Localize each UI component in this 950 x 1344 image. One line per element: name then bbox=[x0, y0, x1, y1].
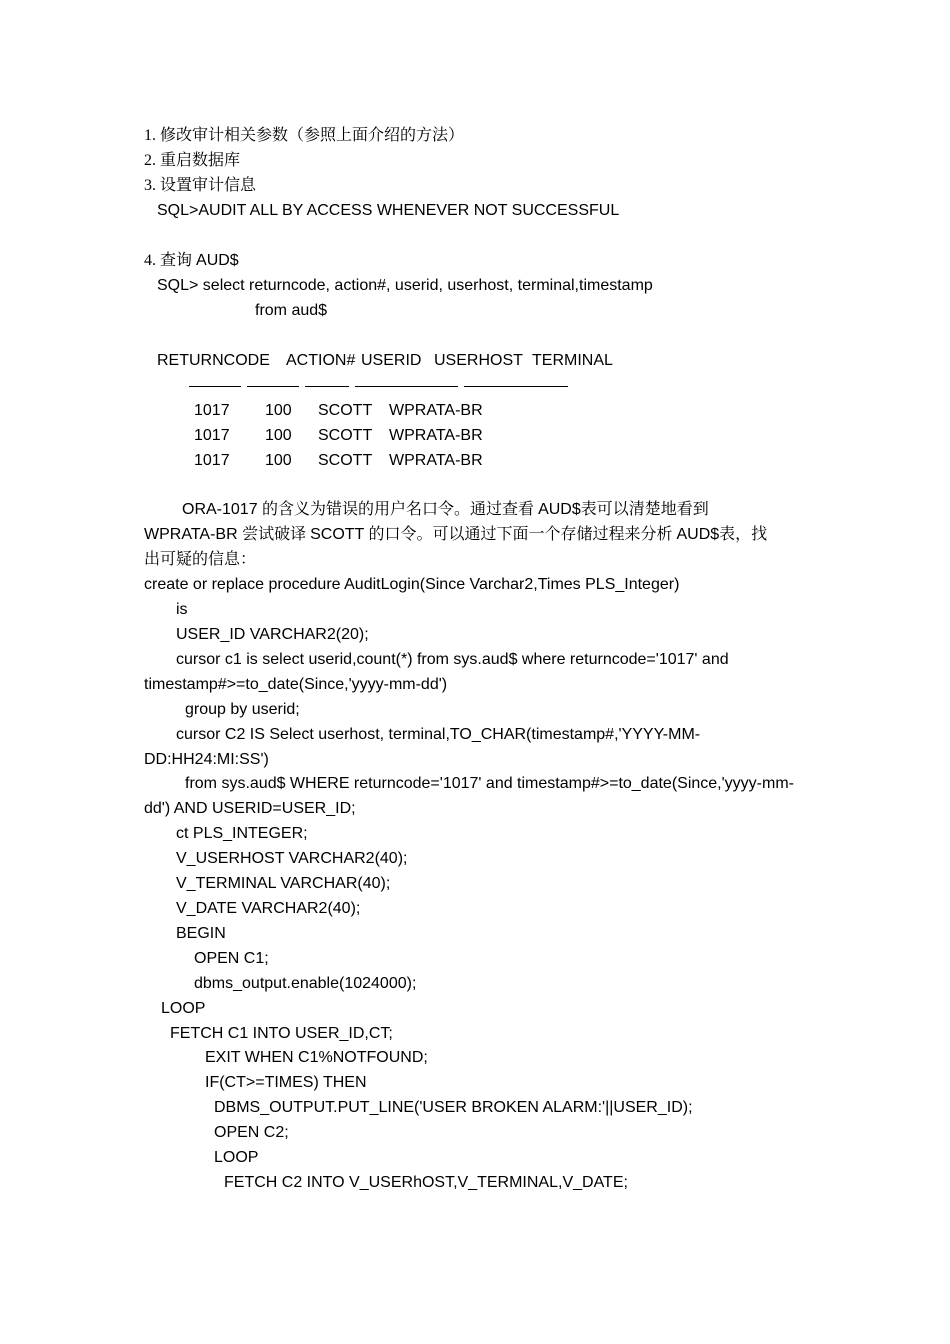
table-name: AUD$ bbox=[538, 501, 581, 518]
explanation-text: 的含义为错误的用户名口令。通过查看 bbox=[262, 501, 539, 518]
code-line: BEGIN bbox=[176, 925, 226, 942]
separator-segment bbox=[464, 386, 568, 387]
header-terminal: TERMINAL bbox=[532, 352, 613, 369]
code-line: create or replace procedure AuditLogin(Since Varchar2,Times PLS_Integer) bbox=[144, 576, 680, 593]
code-line: V_USERHOST VARCHAR2(40); bbox=[176, 850, 408, 867]
explanation-line-2 bbox=[144, 525, 767, 545]
separator-segment bbox=[305, 386, 349, 387]
code-line: DBMS_OUTPUT.PUT_LINE('USER BROKEN ALARM:'||USER_ID); bbox=[214, 1099, 693, 1116]
code-line: ct PLS_INTEGER; bbox=[176, 825, 308, 842]
cell-returncode: 1017 bbox=[194, 452, 230, 469]
code-line: FETCH C2 INTO V_USERhOST,V_TERMINAL,V_DATE; bbox=[224, 1174, 628, 1191]
separator-segment bbox=[355, 386, 458, 387]
step-4-sql-line-1: SQL> select returncode, action#, userid, userhost, terminal,timestamp bbox=[157, 277, 653, 294]
explanation-line-3: 出可疑的信息： bbox=[144, 551, 257, 568]
step-4 bbox=[144, 251, 239, 271]
separator-segment bbox=[189, 386, 241, 387]
code-line: IF(CT>=TIMES) THEN bbox=[205, 1074, 367, 1091]
cell-userhost: WPRATA-BR bbox=[389, 402, 483, 419]
cell-action: 100 bbox=[265, 427, 292, 444]
step-4-prefix: 4. 查询 bbox=[144, 252, 197, 269]
explanation-text: 表，找 bbox=[719, 526, 768, 543]
code-line: V_TERMINAL VARCHAR(40); bbox=[176, 875, 391, 892]
code-line: dbms_output.enable(1024000); bbox=[194, 975, 417, 992]
code-line: USER_ID VARCHAR2(20); bbox=[176, 626, 369, 643]
cell-userid: SCOTT bbox=[318, 427, 373, 444]
code-line: EXIT WHEN C1%NOTFOUND; bbox=[205, 1049, 428, 1066]
step-4-target: AUD$ bbox=[196, 252, 239, 269]
code-line: OPEN C2; bbox=[214, 1124, 289, 1141]
cell-action: 100 bbox=[265, 402, 292, 419]
code-line: dd') AND USERID=USER_ID; bbox=[144, 800, 356, 817]
explanation-text: 表可以清楚地看到 bbox=[580, 501, 709, 518]
cell-action: 100 bbox=[265, 452, 292, 469]
code-line: OPEN C1; bbox=[194, 950, 269, 967]
step-3-sql: SQL>AUDIT ALL BY ACCESS WHENEVER NOT SUCCESSFUL bbox=[157, 202, 620, 219]
step-4-sql-line-2: from aud$ bbox=[255, 302, 328, 319]
cell-returncode: 1017 bbox=[194, 427, 230, 444]
header-userid: USERID bbox=[361, 352, 422, 369]
separator-segment bbox=[247, 386, 299, 387]
header-userhost: USERHOST bbox=[434, 352, 523, 369]
header-action: ACTION# bbox=[286, 352, 356, 369]
cell-returncode: 1017 bbox=[194, 402, 230, 419]
code-line: LOOP bbox=[161, 1000, 206, 1017]
cell-userhost: WPRATA-BR bbox=[389, 452, 483, 469]
step-3: 3. 设置审计信息 bbox=[144, 177, 257, 194]
cell-userhost: WPRATA-BR bbox=[389, 427, 483, 444]
code-line: group by userid; bbox=[185, 701, 300, 718]
table-name: AUD$ bbox=[676, 526, 720, 543]
explanation-text: 尝试破译 bbox=[242, 526, 311, 543]
step-1: 1. 修改审计相关参数（参照上面介绍的方法） bbox=[144, 127, 465, 144]
code-line: timestamp#>=to_date(Since,'yyyy-mm-dd') bbox=[144, 676, 448, 693]
cell-userid: SCOTT bbox=[318, 452, 373, 469]
code-line: from sys.aud$ WHERE returncode='1017' and timestamp#>=to_date(Since,'yyyy-mm- bbox=[185, 775, 794, 792]
header-returncode: RETURNCODE bbox=[157, 352, 270, 369]
explanation-text: 的口令。可以通过下面一个存储过程来分析 bbox=[368, 526, 677, 543]
user-name: SCOTT bbox=[310, 526, 369, 543]
error-code: ORA-1017 bbox=[182, 501, 263, 518]
code-line: cursor c1 is select userid,count(*) from sys.aud$ where returncode='1017' and bbox=[176, 651, 729, 668]
explanation-line-1 bbox=[182, 500, 709, 520]
step-2: 2. 重启数据库 bbox=[144, 152, 241, 169]
host-name: WPRATA-BR bbox=[144, 526, 243, 543]
code-line: DD:HH24:MI:SS') bbox=[144, 751, 269, 768]
code-line: LOOP bbox=[214, 1149, 259, 1166]
cell-userid: SCOTT bbox=[318, 402, 373, 419]
code-line: FETCH C1 INTO USER_ID,CT; bbox=[170, 1025, 393, 1042]
code-line: is bbox=[176, 601, 188, 618]
code-line: cursor C2 IS Select userhost, terminal,TO_CHAR(timestamp#,'YYYY-MM- bbox=[176, 726, 701, 743]
code-line: V_DATE VARCHAR2(40); bbox=[176, 900, 361, 917]
